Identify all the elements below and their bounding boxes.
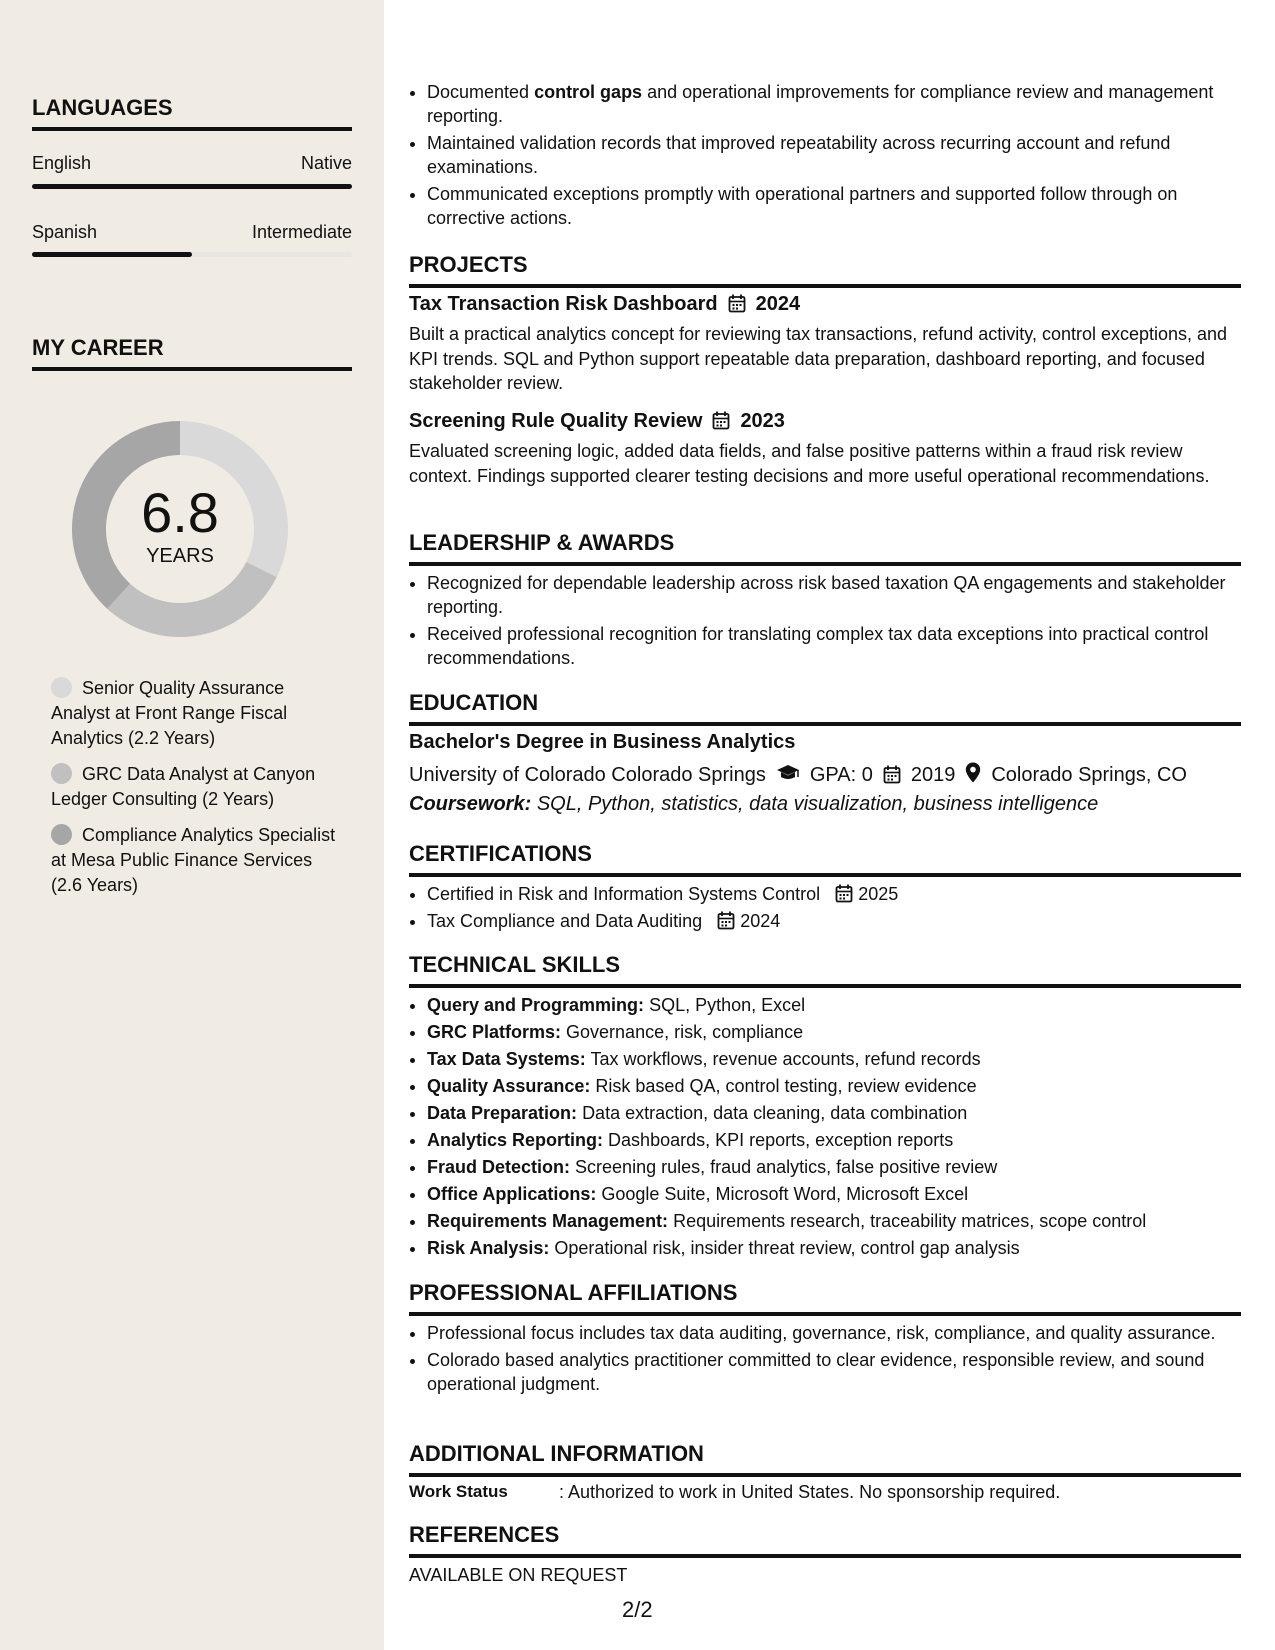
coursework-text: SQL, Python, statistics, data visualization, business intelligence [536,793,1099,815]
donut-center [66,415,294,643]
affiliations-heading: PROFESSIONAL AFFILIATIONS [409,1280,1241,1316]
project-title-row [409,293,800,316]
calendar-icon [728,293,746,316]
language-level: Native [300,153,352,173]
skill-category: Risk Analysis: [427,1238,550,1258]
graduation-cap-icon [776,764,800,788]
skill-item [427,1128,1241,1152]
school-name: University of Colorado Colorado Springs [409,764,766,786]
bullet-bold-text: control gaps [534,82,643,102]
role-color-dot [51,677,72,698]
skill-category: GRC Platforms: [427,1022,562,1042]
skill-item [427,1236,1241,1260]
certification-name: Certified in Risk and Information Systems Control [427,884,821,904]
skill-category: Fraud Detection: [427,1157,571,1177]
sidebar [0,0,384,1650]
certification-year: 2024 [740,911,781,931]
education-details [409,762,1187,789]
calendar-icon [717,911,735,931]
certification-list [409,882,1241,936]
project-description: Evaluated screening logic, added data fields, and false positive patterns within a fraud risk review context. Findings supported clearer testing decisions and more useful operational recommendations. [409,441,1210,486]
skill-values: Operational risk, insider threat review, control gap analysis [554,1238,1020,1258]
skill-values: Tax workflows, revenue accounts, refund records [590,1049,981,1069]
project-description: Built a practical analytics concept for reviewing tax transactions, refund activity, control exceptions, and KPI trends. SQL and Python support repeatable data preparation, dashboard reporting, and focused stakeholder review. [409,324,1228,393]
language-level: Intermediate [251,222,352,242]
leadership-bullet: • Recognized for dependable leadership across risk based taxation QA engagements and stakeholder reporting. [427,571,1241,619]
skill-item [427,1182,1241,1206]
work-status-label: Work Status [409,1482,508,1501]
career-heading: MY CAREER [32,335,352,371]
affiliation-bullet: • Colorado based analytics practitioner committed to clear evidence, responsible review, and sound operational judgment. [427,1348,1241,1396]
education-heading: EDUCATION [409,690,1241,726]
skill-values: Risk based QA, control testing, review evidence [595,1076,977,1096]
technical-skills-heading: TECHNICAL SKILLS [409,952,1241,988]
career-role-item [51,676,341,751]
school-location: Colorado Springs, CO [991,764,1187,786]
main-content [409,0,1241,1650]
project-year: 2024 [755,293,801,315]
project-title: Screening Rule Quality Review [409,410,703,432]
language-proficiency-bar [32,184,352,189]
leadership-bullets [409,571,1241,673]
skill-item [427,1155,1241,1179]
page-number: 2/2 [622,1597,653,1622]
career-role-text: GRC Data Analyst at Canyon Ledger Consulting (2 Years) [51,764,316,809]
career-role-item [51,823,341,898]
career-role-text: Senior Quality Assurance Analyst at Front Range Fiscal Analytics (2.2 Years) [51,678,288,748]
skill-values: Data extraction, data cleaning, data combination [582,1103,968,1123]
career-role-item [51,762,341,812]
leadership-heading: LEADERSHIP & AWARDS [409,530,1241,566]
language-row [32,153,352,174]
certification-item [427,909,1241,933]
leadership-bullet: • Received professional recognition for translating complex tax data exceptions into practical control recommendations. [427,622,1241,670]
affiliation-bullet: • Professional focus includes tax data auditing, governance, risk, compliance, and quality assurance. [427,1321,1241,1345]
role-color-dot [51,763,72,784]
experience-bullet: • Communicated exceptions promptly with operational partners and supported follow through on corrective actions. [427,182,1241,230]
work-status-row [409,1482,1241,1503]
skill-item [427,1047,1241,1071]
graduation-year: 2019 [910,764,956,786]
skill-category: Quality Assurance: [427,1076,591,1096]
affiliations-bullets [409,1321,1241,1399]
location-pin-icon [965,762,981,789]
language-name: Spanish [32,222,98,242]
degree-title: Bachelor's Degree in Business Analytics [409,731,796,753]
language-proficiency-bar [32,252,352,257]
career-role-text: Compliance Analytics Specialist at Mesa Public Finance Services (2.6 Years) [51,825,336,895]
project-title: Tax Transaction Risk Dashboard [409,293,718,315]
experience-bullets [409,80,1241,233]
skill-item [427,1101,1241,1125]
skill-values: Dashboards, KPI reports, exception reports [608,1130,954,1150]
certification-item [427,882,1241,906]
total-years-value: 6.8 [141,480,219,544]
language-name: English [32,153,92,173]
additional-info-heading: ADDITIONAL INFORMATION [409,1441,1241,1477]
project-year: 2023 [740,410,785,432]
role-color-dot [51,824,72,845]
skill-category: Data Preparation: [427,1103,578,1123]
references-text: AVAILABLE ON REQUEST [409,1565,628,1585]
skill-category: Analytics Reporting: [427,1130,604,1150]
language-row [32,222,352,243]
languages-heading: LANGUAGES [32,95,352,131]
total-years-label: YEARS [146,544,214,567]
skill-values: Google Suite, Microsoft Word, Microsoft Excel [601,1184,969,1204]
skill-item [427,1074,1241,1098]
calendar-icon [835,884,853,904]
skill-values: Governance, risk, compliance [566,1022,804,1042]
skill-values: SQL, Python, Excel [649,995,806,1015]
skill-item [427,993,1241,1017]
work-status-value: : Authorized to work in United States. No sponsorship required. [559,1482,1061,1502]
bullet-text: and operational improvements for compliance review and management reporting. [427,82,1214,126]
language-proficiency-fill [32,184,352,189]
calendar-icon [883,764,901,787]
skill-category: Requirements Management: [427,1211,669,1231]
language-proficiency-fill [32,252,192,257]
certifications-heading: CERTIFICATIONS [409,841,1241,877]
skill-values: Requirements research, traceability matrices, scope control [673,1211,1147,1231]
skills-list [409,993,1241,1263]
skill-category: Tax Data Systems: [427,1049,586,1069]
coursework-label: Coursework: [409,793,532,815]
skill-item [427,1209,1241,1233]
coursework [409,793,1098,816]
skill-category: Office Applications: [427,1184,597,1204]
certification-name: Tax Compliance and Data Auditing [427,911,703,931]
skill-item [427,1020,1241,1044]
skill-category: Query and Programming: [427,995,645,1015]
calendar-icon [712,410,730,433]
gpa: GPA: 0 [809,764,873,786]
references-heading: REFERENCES [409,1522,1241,1558]
experience-bullet [427,80,1241,128]
bullet-text: Documented [427,82,535,102]
projects-heading: PROJECTS [409,252,1241,288]
project-title-row [409,410,785,433]
experience-bullet: • Maintained validation records that improved repeatability across recurring account and refund examinations. [427,131,1241,179]
certification-year: 2025 [858,884,899,904]
skill-values: Screening rules, fraud analytics, false positive review [575,1157,998,1177]
career-donut-chart [66,415,294,643]
